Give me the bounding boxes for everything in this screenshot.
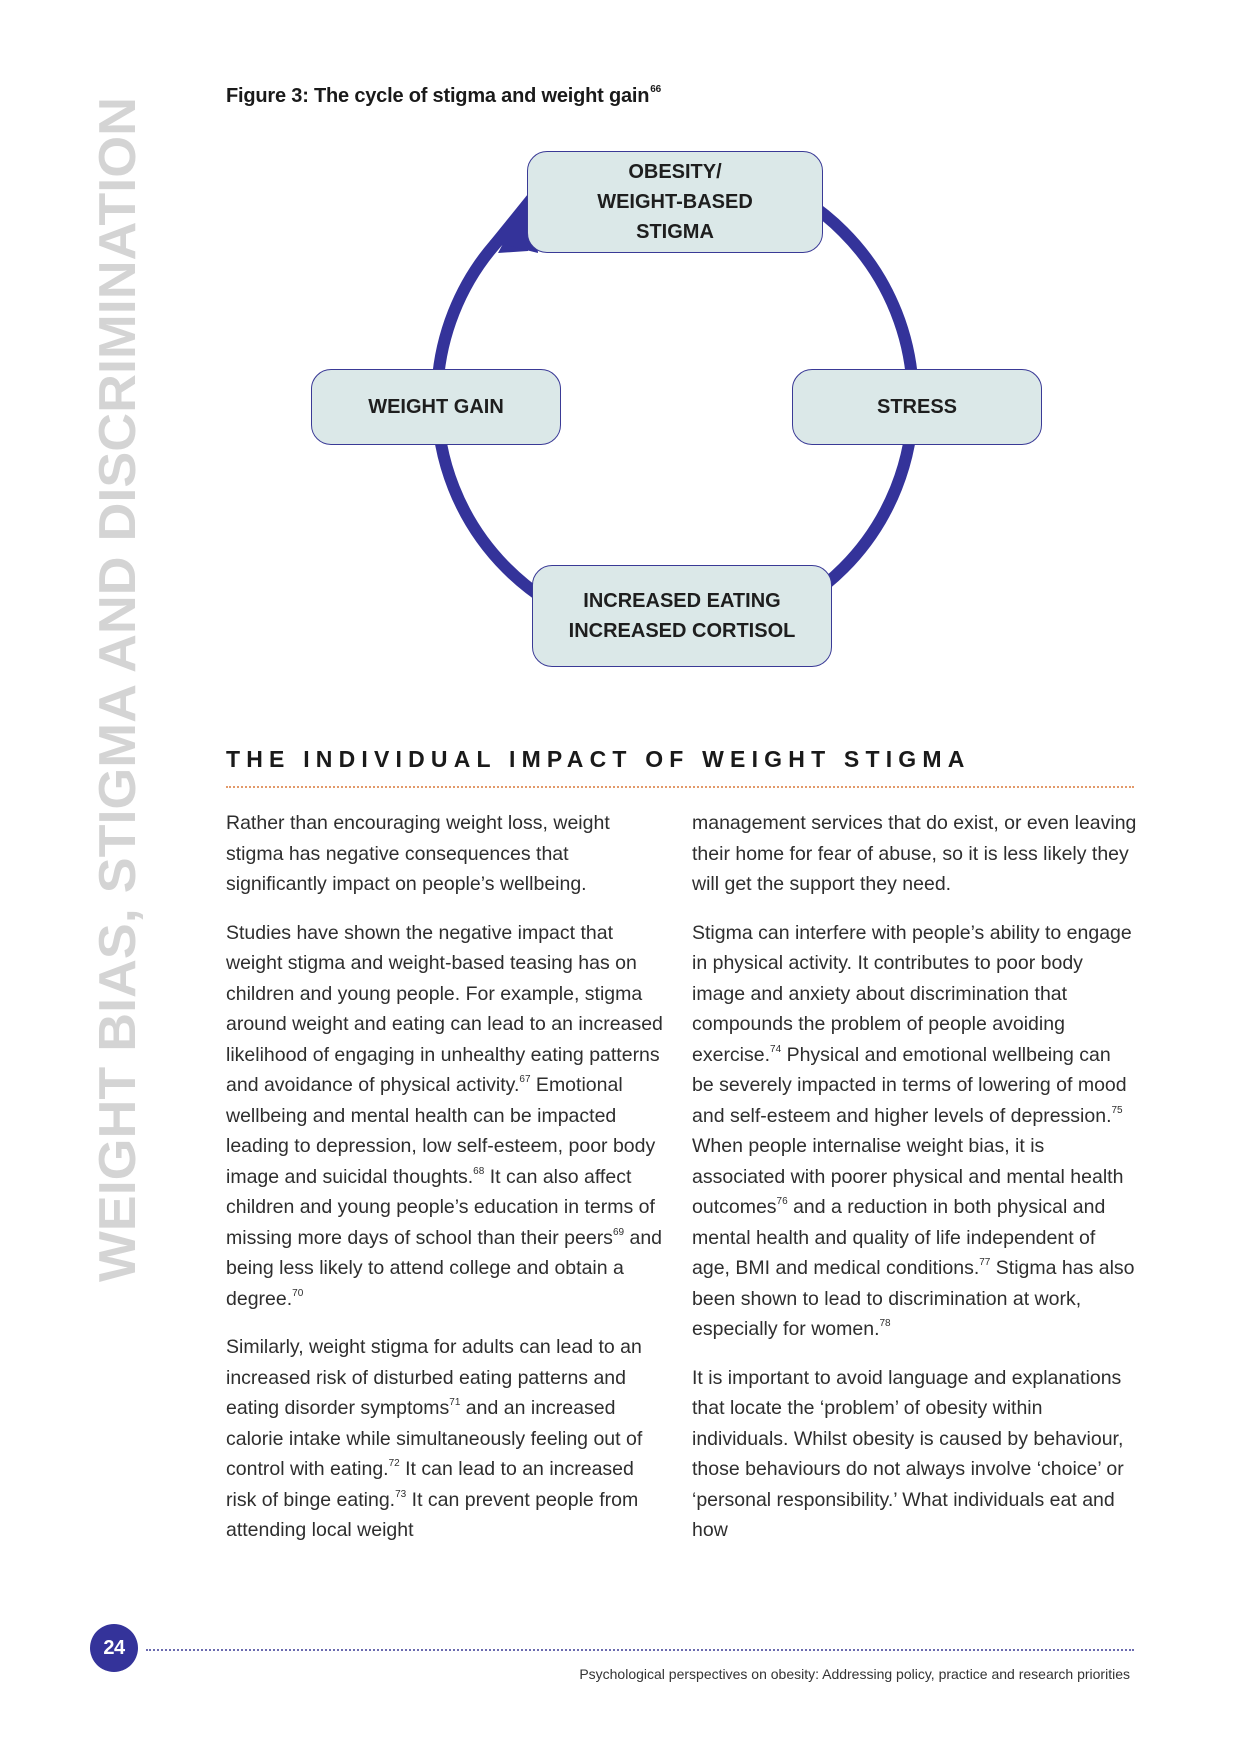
node-obesity-line1: OBESITY/ — [628, 161, 722, 183]
node-obesity-line2: WEIGHT-BASED — [597, 191, 753, 213]
right-paragraph-3: It is important to avoid language and explanations that locate the ‘problem’ of obesity within individuals. Whilst obesity is caused by behaviour, those behaviours do not always involve ‘choice’ or ‘personal responsibility.’ What individuals eat and how — [692, 1366, 1124, 1541]
section-divider — [226, 786, 1134, 788]
cycle-diagram — [300, 145, 1050, 675]
node-eating-line2: INCREASED CORTISOL — [568, 620, 796, 642]
node-obesity-line3: STIGMA — [636, 221, 714, 243]
node-stress — [792, 369, 1042, 445]
side-title — [88, 90, 148, 1290]
side-title-text: WEIGHT BIAS, STIGMA AND DISCRIMINATION — [89, 137, 147, 1282]
node-increased-eating — [532, 565, 832, 667]
node-stress-label: STRESS — [876, 396, 958, 418]
right-paragraph-2: Stigma can interfere with people’s ability to engage in physical activity. It contributes to poor body image and anxiety about discrimination that compounds the problem of people avoiding exercise.$^{74}$ Physical and emotional wellbeing can be severely impacted in terms of lowering of mood and self-esteem and higher levels of depression.$^{75}$ When people internalise weight bias, it is associated with poorer physical and mental health outcomes$^{76}$ and a reduction in both physical and mental health and quality of life independent of age, BMI and medical conditions.$^{77}$ Stigma has also been shown to lead to discrimination at work, especially for women.$^{78}$ — [692, 921, 1135, 1340]
left-paragraph-3: Similarly, weight stigma for adults can lead to an increased risk of disturbed eating patterns and eating disorder symptoms$^{71}$ and an increased calorie intake while simultaneously feeling out of control with eating.$^{72}$ It can lead to an increased risk of binge eating.$^{73}$ It can prevent people from attending local weight — [226, 1336, 643, 1541]
footer-divider — [146, 1649, 1134, 1651]
figure-title-ref: 66 — [650, 84, 662, 95]
left-paragraph-2: Studies have shown the negative impact that weight stigma and weight-based teasing has on children and young people. For example, stigma around weight and eating can lead to an increased likelihood of engaging in unhealthy eating patterns and avoidance of physical activity.$^{67}$ Emotional wellbeing and mental health can be impacted leading to depression, low self-esteem, poor body image and suicidal thoughts.$^{68}$ It can also affect children and young people’s education in terms of missing more days of school than their peers$^{69}$ and being less likely to attend college and obtain a degree.$^{70}$ — [226, 921, 663, 1310]
node-weight-gain-label: WEIGHT GAIN — [368, 396, 504, 418]
right-paragraph-1: management services that do exist, or even leaving their home for fear of abuse, so it is less likely they will get the support they need. — [692, 812, 1137, 895]
footer-publication-title: Psychological perspectives on obesity: Addressing policy, practice and research priorities — [579, 1666, 1130, 1682]
page-number-badge: 24 — [90, 1624, 138, 1672]
figure-title — [226, 84, 661, 108]
figure-title-text: Figure 3: The cycle of stigma and weight gain — [226, 85, 650, 107]
node-eating-line1: INCREASED EATING — [583, 590, 781, 612]
side-title-graphic — [88, 90, 148, 1290]
left-paragraph-1: Rather than encouraging weight loss, weight stigma has negative consequences that significantly impact on people’s wellbeing. — [226, 812, 610, 895]
node-weight-gain — [311, 369, 561, 445]
node-obesity-stigma — [527, 151, 823, 253]
section-heading: THE INDIVIDUAL IMPACT OF WEIGHT STIGMA — [226, 746, 971, 772]
left-column — [226, 808, 666, 1564]
right-column — [692, 808, 1137, 1564]
